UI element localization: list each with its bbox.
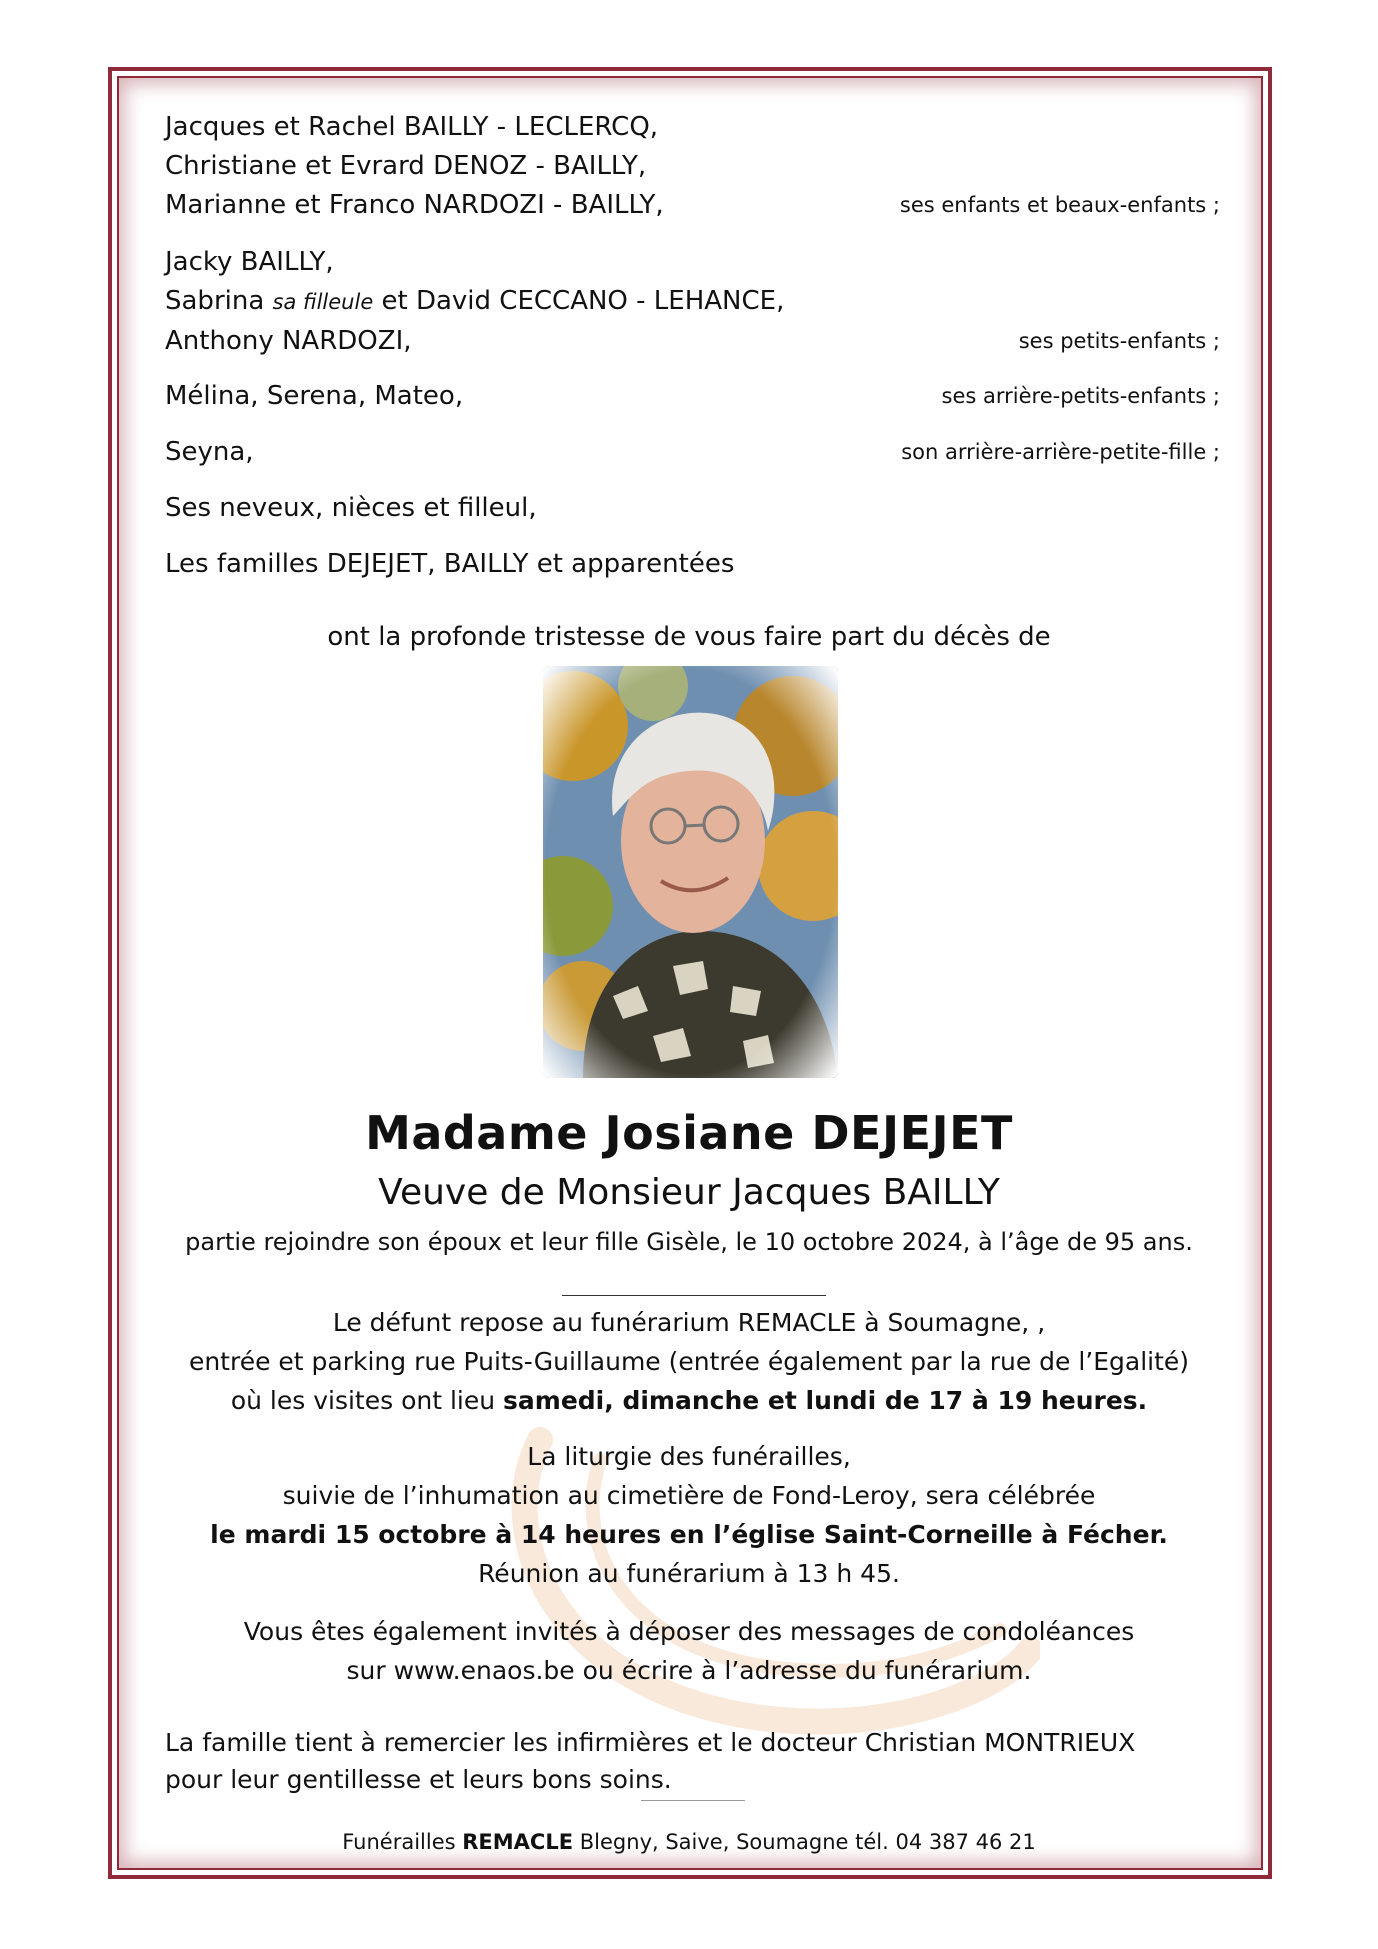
family-line <box>165 282 784 322</box>
godchild-note: sa filleule <box>272 290 374 314</box>
visitation-line: entrée et parking rue Puits-Guillaume (entrée également par la rue de l’Egalité) <box>188 1347 1190 1376</box>
nephews-group <box>165 489 1220 528</box>
thanks-message <box>165 1724 1215 1798</box>
footer-divider <box>641 1800 745 1801</box>
widow-of: Veuve de Monsieur Jacques BAILLY <box>378 1172 1000 1213</box>
thanks-line: pour leur gentillesse et leurs bons soins. <box>165 1765 672 1794</box>
funeral-line: Réunion au funérarium à 13 h 45. <box>478 1559 900 1588</box>
footer-contact: Blegny, Saive, Soumagne tél. 04 387 46 21 <box>579 1830 1036 1854</box>
family-line: Jacky BAILLY, <box>165 247 334 277</box>
condolences-info <box>0 1612 1378 1690</box>
family-line: Seyna, <box>165 437 254 467</box>
divider <box>562 1295 826 1296</box>
condolences-line: sur www.enaos.be ou écrire à l’adresse du funérarium. <box>346 1656 1032 1685</box>
family-line: Christiane et Evrard DENOZ - BAILLY, <box>165 151 647 181</box>
footer-prefix: Funérailles <box>342 1830 456 1854</box>
portrait-photo <box>543 666 838 1078</box>
family-line: Mélina, Serena, Mateo, <box>165 381 464 411</box>
funeral-date-text: le mardi 15 octobre à 14 heures en l’église Saint-Corneille à Fécher. <box>210 1520 1168 1549</box>
thanks-line: La famille tient à remercier les infirmières et le docteur Christian MONTRIEUX <box>165 1728 1136 1757</box>
family-line: Les familles DEJEJET, BAILLY et apparentées <box>165 549 735 579</box>
announcement-intro: ont la profonde tristesse de vous faire part du décès de <box>327 622 1051 652</box>
relation-label: son arrière-arrière-petite-fille ; <box>901 440 1220 464</box>
children-group <box>165 108 1220 225</box>
relation-label: ses enfants et beaux-enfants ; <box>899 193 1220 217</box>
visitation-line <box>0 1381 1378 1420</box>
visitation-info <box>0 1303 1378 1420</box>
footer-brand: REMACLE <box>462 1830 574 1854</box>
great-grandchildren-group <box>165 377 1220 416</box>
funeral-line: La liturgie des funérailles, <box>527 1442 851 1471</box>
funeral-date <box>0 1515 1378 1554</box>
families-group <box>165 545 1220 584</box>
relation-label: ses petits-enfants ; <box>1018 329 1220 353</box>
visitation-prefix: où les visites ont lieu <box>230 1386 496 1415</box>
funeral-line: suivie de l’inhumation au cimetière de Fond-Leroy, sera célébrée <box>282 1481 1096 1510</box>
footer <box>0 1830 1378 1854</box>
family-line: Marianne et Franco NARDOZI - BAILLY, <box>165 190 664 220</box>
godchild-name: Sabrina <box>165 286 265 316</box>
relation-label: ses arrière-petits-enfants ; <box>941 384 1220 408</box>
deceased-name: Madame Josiane DEJEJET <box>365 1106 1013 1160</box>
passing-details: partie rejoindre son époux et leur fille Gisèle, le 10 octobre 2024, à l’âge de 95 ans. <box>185 1228 1193 1256</box>
family-line: Anthony NARDOZI, <box>165 326 412 356</box>
family-line: Jacques et Rachel BAILLY - LECLERCQ, <box>165 112 659 142</box>
condolences-line: Vous êtes également invités à déposer des messages de condoléances <box>243 1617 1135 1646</box>
family-line: Ses neveux, nièces et filleul, <box>165 493 537 523</box>
great-great-grandchild-group <box>165 433 1220 472</box>
visitation-hours: samedi, dimanche et lundi de 17 à 19 heures. <box>503 1386 1148 1415</box>
family-line-rest: et David CECCANO - LEHANCE, <box>381 286 785 316</box>
grandchildren-group <box>165 243 1220 361</box>
visitation-line: Le défunt repose au funérarium REMACLE à Soumagne, , <box>332 1308 1046 1337</box>
funeral-info <box>0 1437 1378 1593</box>
